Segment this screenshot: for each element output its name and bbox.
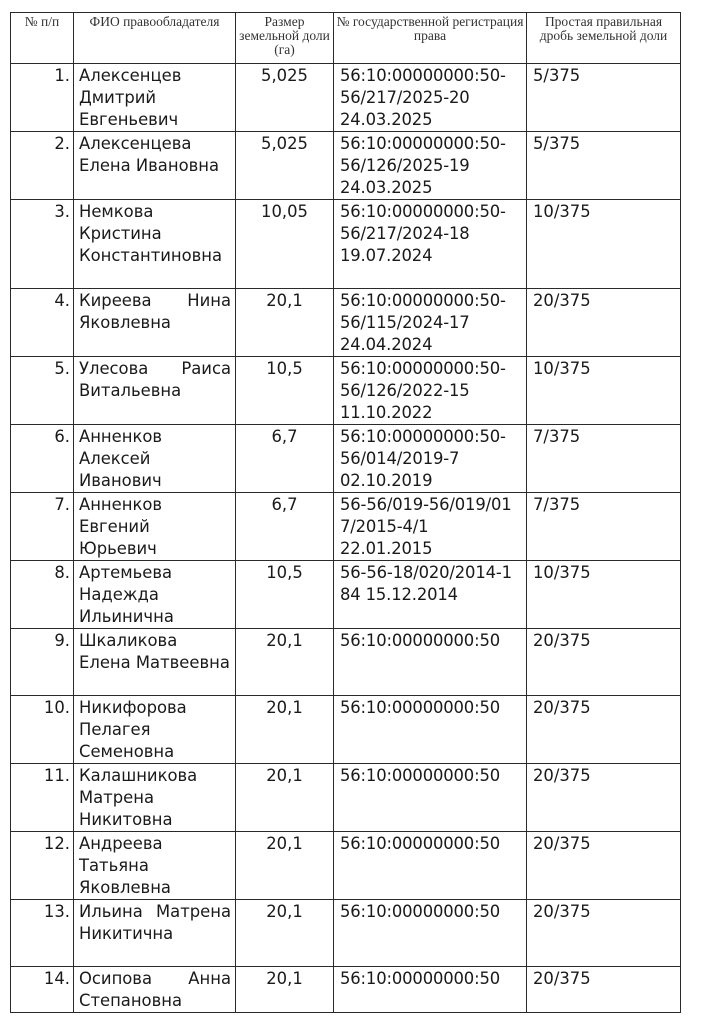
table-row bbox=[11, 764, 681, 832]
share-fraction: 20/375 bbox=[527, 832, 681, 900]
table-row bbox=[11, 629, 681, 696]
share-fraction: 10/375 bbox=[527, 561, 681, 629]
share-size: 10,5 bbox=[236, 357, 334, 425]
table-row bbox=[11, 425, 681, 493]
table-row bbox=[11, 200, 681, 289]
row-number: 6. bbox=[11, 425, 74, 493]
share-size: 10,05 bbox=[236, 200, 334, 289]
header-row bbox=[11, 13, 681, 64]
registration-number: 56:10:00000000:50- 56/217/2024-18 19.07.2024 bbox=[334, 200, 527, 289]
row-number: 2. bbox=[11, 132, 74, 200]
share-size: 5,025 bbox=[236, 132, 334, 200]
owner-name: Ильина Матрена Никитична bbox=[74, 900, 236, 967]
row-number: 9. bbox=[11, 629, 74, 696]
row-number: 4. bbox=[11, 289, 74, 357]
owner-name: Алексенцев Дмитрий Евгеньевич bbox=[74, 64, 236, 132]
owner-name: Анненков Евгений Юрьевич bbox=[74, 493, 236, 561]
share-size: 10,5 bbox=[236, 561, 334, 629]
table-row bbox=[11, 289, 681, 357]
registration-number: 56-56-18/020/2014-1 84 15.12.2014 bbox=[334, 561, 527, 629]
owner-name: Улесова Раиса Витальевна bbox=[74, 357, 236, 425]
row-number: 14. bbox=[11, 967, 74, 1013]
share-size: 20,1 bbox=[236, 832, 334, 900]
header-num: № п/п bbox=[11, 13, 74, 64]
registration-number: 56:10:00000000:50 bbox=[334, 967, 527, 1013]
row-number: 13. bbox=[11, 900, 74, 967]
share-size: 20,1 bbox=[236, 900, 334, 967]
share-fraction: 20/375 bbox=[527, 289, 681, 357]
table-row bbox=[11, 357, 681, 425]
registration-number: 56:10:00000000:50 bbox=[334, 629, 527, 696]
share-fraction: 20/375 bbox=[527, 967, 681, 1013]
registration-number: 56:10:00000000:50- 56/126/2025-19 24.03.2025 bbox=[334, 132, 527, 200]
registration-number: 56:10:00000000:50 bbox=[334, 696, 527, 764]
table-row bbox=[11, 832, 681, 900]
owner-name: Осипова Анна Степановна bbox=[74, 967, 236, 1013]
owner-name: Алексенцева Елена Ивановна bbox=[74, 132, 236, 200]
owner-name: Никифорова Пелагея Семеновна bbox=[74, 696, 236, 764]
share-size: 20,1 bbox=[236, 629, 334, 696]
share-size: 5,025 bbox=[236, 64, 334, 132]
share-size: 20,1 bbox=[236, 764, 334, 832]
owner-name: Немкова Кристина Константиновна bbox=[74, 200, 236, 289]
row-number: 11. bbox=[11, 764, 74, 832]
table-row bbox=[11, 64, 681, 132]
row-number: 7. bbox=[11, 493, 74, 561]
share-fraction: 7/375 bbox=[527, 425, 681, 493]
row-number: 8. bbox=[11, 561, 74, 629]
row-number: 3. bbox=[11, 200, 74, 289]
share-fraction: 20/375 bbox=[527, 764, 681, 832]
owner-name: Андреева Татьяна Яковлевна bbox=[74, 832, 236, 900]
share-fraction: 10/375 bbox=[527, 200, 681, 289]
row-number: 1. bbox=[11, 64, 74, 132]
registration-number: 56:10:00000000:50 bbox=[334, 832, 527, 900]
table-row bbox=[11, 132, 681, 200]
row-number: 5. bbox=[11, 357, 74, 425]
table-row bbox=[11, 696, 681, 764]
owner-name: Артемьева Надежда Ильинична bbox=[74, 561, 236, 629]
registration-number: 56:10:00000000:50 bbox=[334, 764, 527, 832]
row-number: 10. bbox=[11, 696, 74, 764]
row-number: 12. bbox=[11, 832, 74, 900]
share-fraction: 20/375 bbox=[527, 900, 681, 967]
registration-number: 56:10:00000000:50- 56/014/2019-7 02.10.2019 bbox=[334, 425, 527, 493]
share-fraction: 10/375 bbox=[527, 357, 681, 425]
table-row bbox=[11, 900, 681, 967]
share-fraction: 5/375 bbox=[527, 132, 681, 200]
owner-name: Калашникова Матрена Никитовна bbox=[74, 764, 236, 832]
share-size: 6,7 bbox=[236, 493, 334, 561]
share-fraction: 20/375 bbox=[527, 629, 681, 696]
share-size: 20,1 bbox=[236, 696, 334, 764]
table-row bbox=[11, 561, 681, 629]
landowners-table bbox=[10, 12, 681, 1013]
registration-number: 56:10:00000000:50 bbox=[334, 900, 527, 967]
owner-name: Киреева Нина Яковлевна bbox=[74, 289, 236, 357]
header-fio: ФИО правообладателя bbox=[74, 13, 236, 64]
share-fraction: 5/375 bbox=[527, 64, 681, 132]
owner-name: Анненков Алексей Иванович bbox=[74, 425, 236, 493]
share-size: 20,1 bbox=[236, 967, 334, 1013]
table-row bbox=[11, 967, 681, 1013]
registration-number: 56-56/019-56/019/01 7/2015-4/1 22.01.2015 bbox=[334, 493, 527, 561]
share-fraction: 7/375 bbox=[527, 493, 681, 561]
share-size: 6,7 bbox=[236, 425, 334, 493]
registration-number: 56:10:00000000:50- 56/126/2022-15 11.10.2022 bbox=[334, 357, 527, 425]
share-size: 20,1 bbox=[236, 289, 334, 357]
header-registration: № государственной регистрация права bbox=[334, 13, 527, 64]
registration-number: 56:10:00000000:50- 56/115/2024-17 24.04.2024 bbox=[334, 289, 527, 357]
table-row bbox=[11, 493, 681, 561]
header-size: Размер земельной доли (га) bbox=[236, 13, 334, 64]
share-fraction: 20/375 bbox=[527, 696, 681, 764]
registration-number: 56:10:00000000:50- 56/217/2025-20 24.03.2025 bbox=[334, 64, 527, 132]
owner-name: Шкаликова Елена Матвеевна bbox=[74, 629, 236, 696]
header-fraction: Простая правильная дробь земельной доли bbox=[527, 13, 681, 64]
